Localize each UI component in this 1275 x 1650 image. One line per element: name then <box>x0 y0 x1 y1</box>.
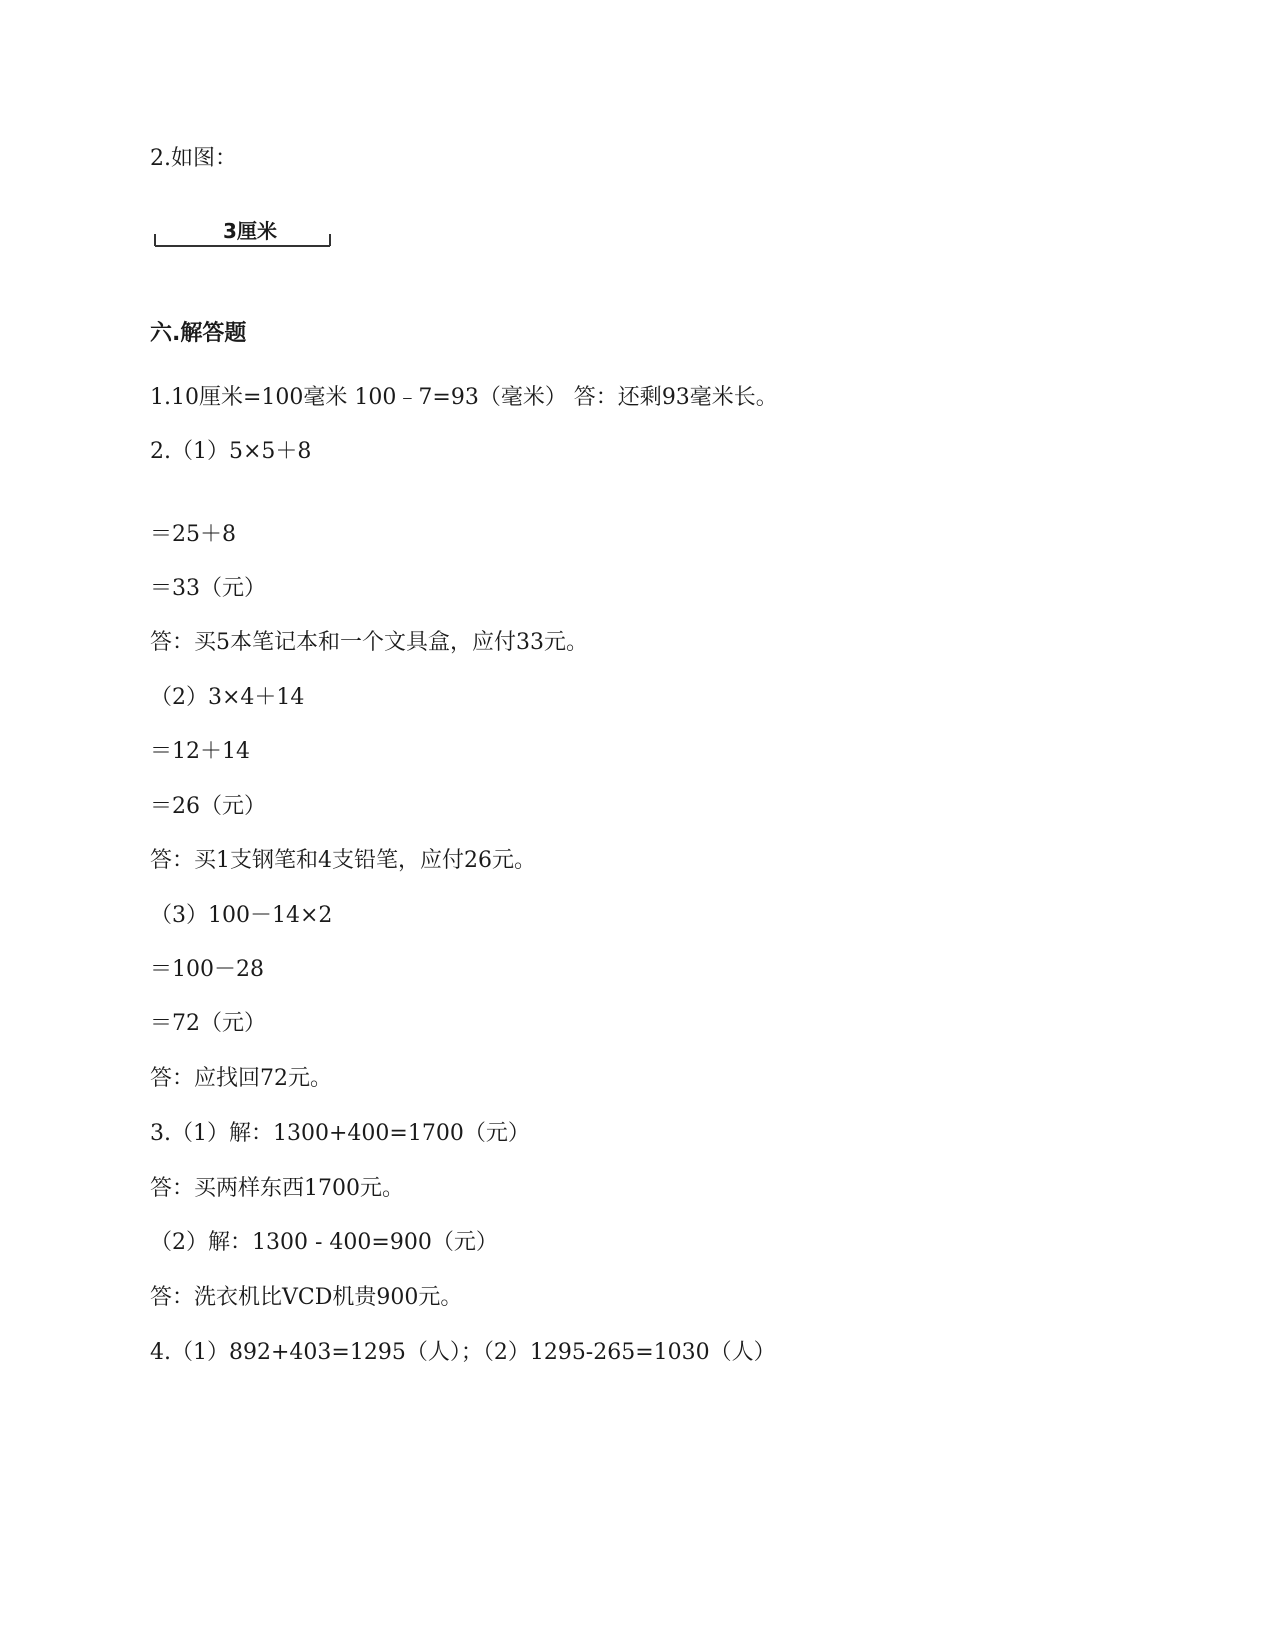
answer-line-3: ＝25＋8 <box>150 522 236 547</box>
answer-line-11: ＝100－28 <box>150 957 264 982</box>
line-segment-drawing <box>150 218 350 268</box>
answer-line-2: 2.（1）5×5＋8 <box>150 439 312 464</box>
answer-line-13: 答：应找回72元。 <box>150 1066 332 1091</box>
answer-line-9: 答：买1支钢笔和4支铅笔，应付26元。 <box>150 848 536 873</box>
segment-length-label: 3厘米 <box>223 219 277 243</box>
answer-line-8: ＝26（元） <box>150 794 266 819</box>
answer-line-17: 答：洗衣机比VCD机贵900元。 <box>150 1285 463 1310</box>
answer-line-1: 1.10厘米=100毫米 100﹣7=93（毫米） 答：还剩93毫米长。 <box>150 385 778 410</box>
answer-line-18: 4.（1）892+403=1295（人）；（2）1295-265=1030（人） <box>150 1340 776 1365</box>
answer-line-14: 3.（1）解：1300+400=1700（元） <box>150 1121 530 1146</box>
section-heading: 六.解答题 <box>150 321 247 346</box>
answer-line-4: ＝33（元） <box>150 576 266 601</box>
question-2-title: 2.如图： <box>150 146 237 171</box>
answer-line-7: ＝12＋14 <box>150 739 250 764</box>
line-segment-figure <box>150 218 350 268</box>
answer-line-16: （2）解：1300 - 400=900（元） <box>150 1230 498 1255</box>
answer-line-5: 答：买5本笔记本和一个文具盒，应付33元。 <box>150 630 588 655</box>
answer-line-6: （2）3×4＋14 <box>150 685 305 710</box>
answer-line-15: 答：买两样东西1700元。 <box>150 1176 404 1201</box>
answer-line-12: ＝72（元） <box>150 1011 266 1036</box>
answer-line-10: （3）100－14×2 <box>150 903 333 928</box>
